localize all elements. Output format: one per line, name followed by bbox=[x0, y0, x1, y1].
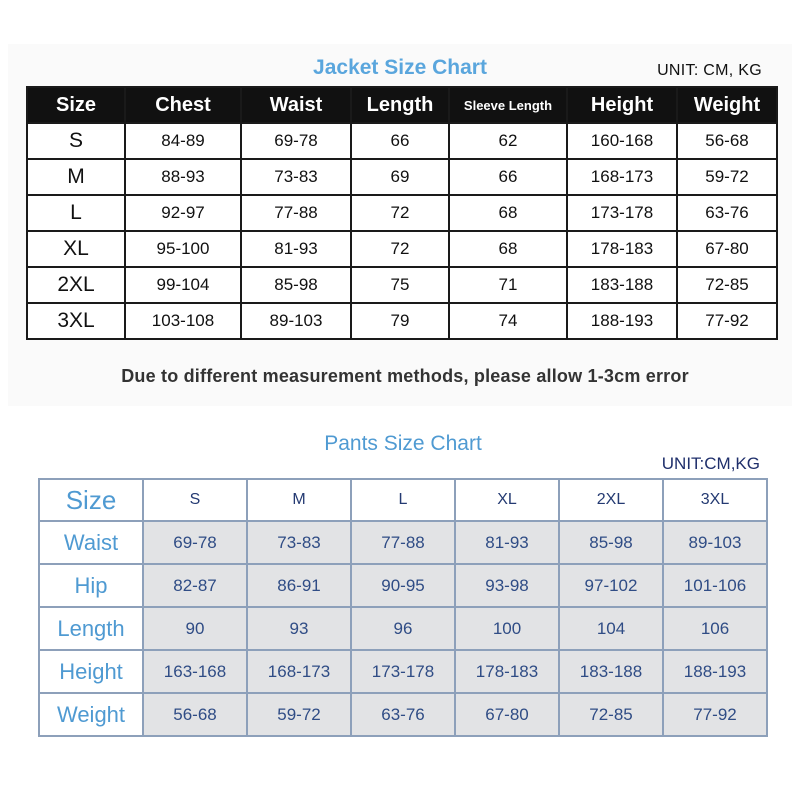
table-cell: 68 bbox=[449, 195, 567, 231]
table-cell: 73-83 bbox=[247, 521, 351, 564]
table-cell: 69 bbox=[351, 159, 449, 195]
table-cell: 95-100 bbox=[125, 231, 241, 267]
table-cell: 97-102 bbox=[559, 564, 663, 607]
table-cell: 89-103 bbox=[241, 303, 351, 339]
table-cell: 183-188 bbox=[567, 267, 677, 303]
pants-chart-title: Pants Size Chart bbox=[324, 432, 482, 455]
jacket-row-l bbox=[27, 195, 777, 231]
pants-row-label: Height bbox=[39, 650, 143, 693]
pants-row-label: Weight bbox=[39, 693, 143, 736]
table-cell: 63-76 bbox=[351, 693, 455, 736]
jacket-size-table bbox=[26, 86, 778, 340]
table-cell: 67-80 bbox=[677, 231, 777, 267]
table-cell: 178-183 bbox=[567, 231, 677, 267]
table-cell: M bbox=[27, 159, 125, 195]
table-cell: 66 bbox=[449, 159, 567, 195]
table-cell: 66 bbox=[351, 123, 449, 159]
table-cell: 106 bbox=[663, 607, 767, 650]
pants-header-l: L bbox=[351, 479, 455, 521]
table-cell: 103-108 bbox=[125, 303, 241, 339]
table-cell: 79 bbox=[351, 303, 449, 339]
pants-header-2xl: 2XL bbox=[559, 479, 663, 521]
table-cell: 168-173 bbox=[567, 159, 677, 195]
table-cell: 56-68 bbox=[677, 123, 777, 159]
table-cell: 96 bbox=[351, 607, 455, 650]
table-cell: 74 bbox=[449, 303, 567, 339]
pants-row-hip bbox=[39, 564, 767, 607]
jacket-row-s bbox=[27, 123, 777, 159]
table-cell: 3XL bbox=[27, 303, 125, 339]
table-cell: 81-93 bbox=[241, 231, 351, 267]
pants-row-height bbox=[39, 650, 767, 693]
pants-header-xl: XL bbox=[455, 479, 559, 521]
table-cell: 88-93 bbox=[125, 159, 241, 195]
table-cell: 69-78 bbox=[241, 123, 351, 159]
jacket-header-row bbox=[27, 87, 777, 123]
table-cell: 160-168 bbox=[567, 123, 677, 159]
table-cell: 104 bbox=[559, 607, 663, 650]
table-cell: 99-104 bbox=[125, 267, 241, 303]
table-cell: 59-72 bbox=[247, 693, 351, 736]
jacket-chart-title: Jacket Size Chart bbox=[313, 56, 487, 79]
table-cell: 67-80 bbox=[455, 693, 559, 736]
pants-header-size: Size bbox=[39, 479, 143, 521]
jacket-header-chest: Chest bbox=[125, 87, 241, 123]
table-cell: 183-188 bbox=[559, 650, 663, 693]
measurement-disclaimer: Due to different measurement methods, please allow 1-3cm error bbox=[121, 366, 689, 386]
pants-row-weight bbox=[39, 693, 767, 736]
table-cell: 62 bbox=[449, 123, 567, 159]
pants-size-table bbox=[38, 478, 768, 737]
pants-unit-label: UNIT:CM,KG bbox=[661, 454, 760, 473]
jacket-row-m bbox=[27, 159, 777, 195]
table-cell: 72-85 bbox=[559, 693, 663, 736]
jacket-header-weight: Weight bbox=[677, 87, 777, 123]
table-cell: 90-95 bbox=[351, 564, 455, 607]
table-cell: 63-76 bbox=[677, 195, 777, 231]
table-cell: 168-173 bbox=[247, 650, 351, 693]
jacket-row-xl bbox=[27, 231, 777, 267]
table-cell: 85-98 bbox=[559, 521, 663, 564]
table-cell: 92-97 bbox=[125, 195, 241, 231]
table-cell: 93 bbox=[247, 607, 351, 650]
jacket-header-length: Length bbox=[351, 87, 449, 123]
jacket-unit-label: UNIT: CM, KG bbox=[657, 62, 762, 79]
table-cell: 89-103 bbox=[663, 521, 767, 564]
table-cell: 77-88 bbox=[241, 195, 351, 231]
table-cell: 85-98 bbox=[241, 267, 351, 303]
pants-header-3xl: 3XL bbox=[663, 479, 767, 521]
jacket-row-3xl bbox=[27, 303, 777, 339]
table-cell: 73-83 bbox=[241, 159, 351, 195]
table-cell: 77-92 bbox=[677, 303, 777, 339]
pants-row-waist bbox=[39, 521, 767, 564]
table-cell: 77-92 bbox=[663, 693, 767, 736]
pants-header-s: S bbox=[143, 479, 247, 521]
table-cell: 178-183 bbox=[455, 650, 559, 693]
table-cell: 188-193 bbox=[567, 303, 677, 339]
jacket-header-size: Size bbox=[27, 87, 125, 123]
table-cell: 68 bbox=[449, 231, 567, 267]
jacket-header-height: Height bbox=[567, 87, 677, 123]
jacket-header-waist: Waist bbox=[241, 87, 351, 123]
table-cell: 2XL bbox=[27, 267, 125, 303]
table-cell: 163-168 bbox=[143, 650, 247, 693]
table-cell: 173-178 bbox=[351, 650, 455, 693]
table-cell: L bbox=[27, 195, 125, 231]
table-cell: 101-106 bbox=[663, 564, 767, 607]
pants-row-label: Hip bbox=[39, 564, 143, 607]
table-cell: 75 bbox=[351, 267, 449, 303]
table-cell: 81-93 bbox=[455, 521, 559, 564]
table-cell: 90 bbox=[143, 607, 247, 650]
table-cell: 173-178 bbox=[567, 195, 677, 231]
table-cell: 93-98 bbox=[455, 564, 559, 607]
table-cell: 59-72 bbox=[677, 159, 777, 195]
table-cell: 84-89 bbox=[125, 123, 241, 159]
table-cell: 72 bbox=[351, 195, 449, 231]
table-cell: 77-88 bbox=[351, 521, 455, 564]
table-cell: 100 bbox=[455, 607, 559, 650]
jacket-row-2xl bbox=[27, 267, 777, 303]
jacket-header-sleeve-length: Sleeve Length bbox=[449, 87, 567, 123]
table-cell: 56-68 bbox=[143, 693, 247, 736]
pants-header-row bbox=[39, 479, 767, 521]
table-cell: 82-87 bbox=[143, 564, 247, 607]
pants-row-label: Waist bbox=[39, 521, 143, 564]
pants-row-label: Length bbox=[39, 607, 143, 650]
table-cell: 69-78 bbox=[143, 521, 247, 564]
table-cell: S bbox=[27, 123, 125, 159]
table-cell: 72-85 bbox=[677, 267, 777, 303]
table-cell: 71 bbox=[449, 267, 567, 303]
table-cell: XL bbox=[27, 231, 125, 267]
pants-row-length bbox=[39, 607, 767, 650]
table-cell: 188-193 bbox=[663, 650, 767, 693]
table-cell: 72 bbox=[351, 231, 449, 267]
pants-header-m: M bbox=[247, 479, 351, 521]
table-cell: 86-91 bbox=[247, 564, 351, 607]
